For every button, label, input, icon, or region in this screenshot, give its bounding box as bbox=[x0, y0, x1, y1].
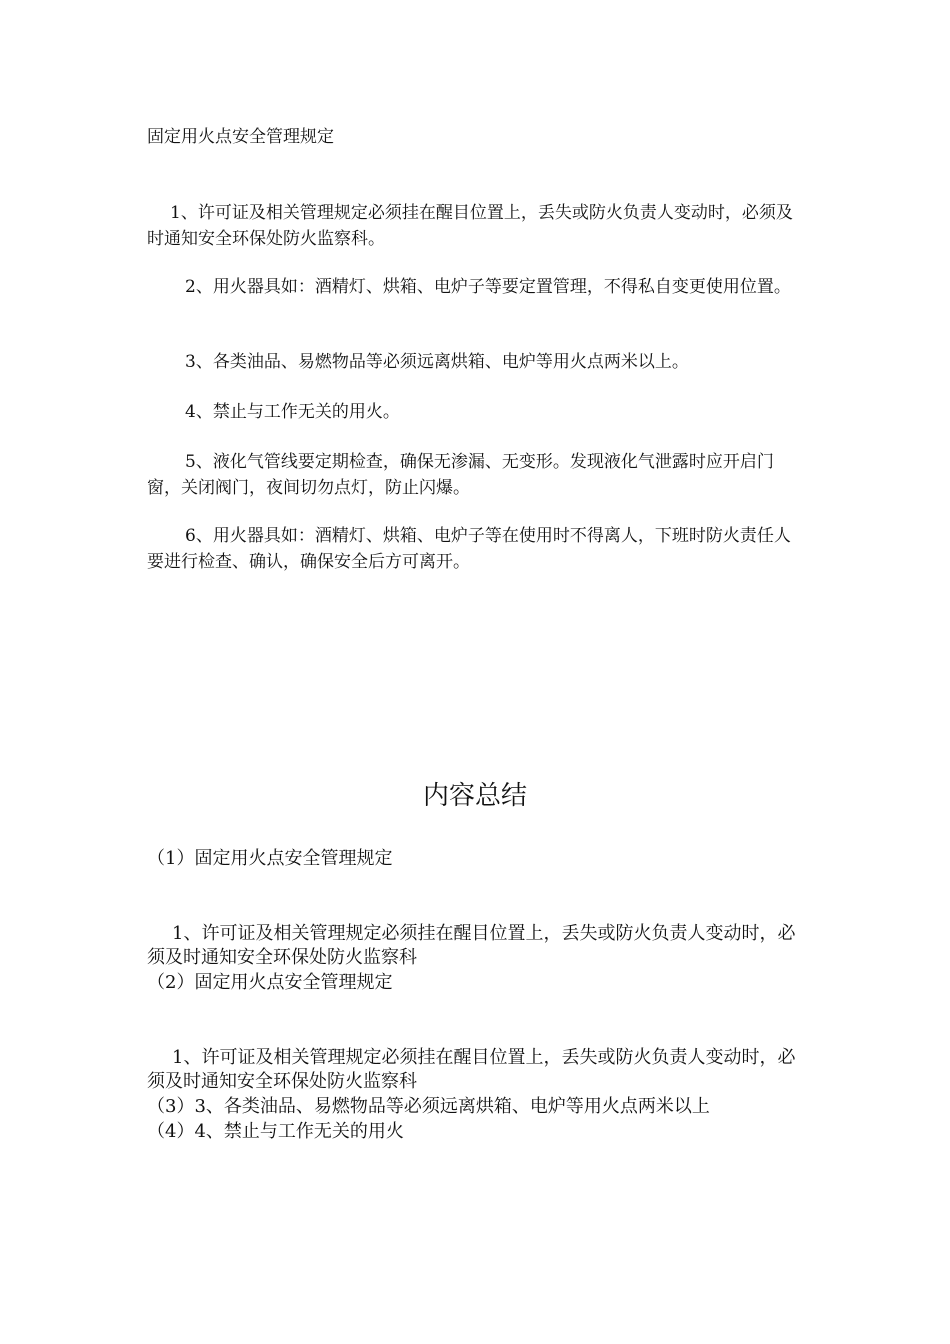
rule-4-text: 4、禁止与工作无关的用火。 bbox=[185, 402, 400, 422]
rule-6-text: 6、用火器具如：酒精灯、烘箱、电炉子等在使用时不得离人，下班时防火责任人要进行检查、确认，确保安全后方可离开。 bbox=[147, 526, 791, 572]
rule-3-text: 3、各类油品、易燃物品等必须远离烘箱、电炉等用火点两米以上。 bbox=[185, 352, 689, 372]
rule-5-text: 5、液化气管线要定期检查，确保无渗漏、无变形。发现液化气泄露时应开启门窗，关闭阀门，夜间切勿点灯，防止闪爆。 bbox=[147, 452, 774, 498]
rule-1 bbox=[147, 200, 797, 252]
summary-line-6: （4）4、禁止与工作无关的用火 bbox=[147, 1121, 404, 1142]
rule-3 bbox=[147, 349, 797, 375]
rule-2 bbox=[147, 274, 797, 300]
rule-2-text: 2、用火器具如：酒精灯、烘箱、电炉子等要定置管理，不得私自变更使用位置。 bbox=[185, 277, 791, 297]
rule-5 bbox=[147, 449, 797, 501]
summary-line-3: （2）固定用火点安全管理规定 bbox=[147, 972, 393, 993]
summary-line-4: 1、许可证及相关管理规定必须挂在醒目位置上，丢失或防火负责人变动时，必须及时通知安全环保处防火监察科 bbox=[147, 1047, 796, 1092]
document-title: 固定用火点安全管理规定 bbox=[147, 127, 334, 147]
rule-1-text: 1、许可证及相关管理规定必须挂在醒目位置上，丢失或防火负责人变动时，必须及时通知安全环保处防火监察科。 bbox=[147, 203, 793, 249]
summary-line-2: 1、许可证及相关管理规定必须挂在醒目位置上，丢失或防火负责人变动时，必须及时通知安全环保处防火监察科 bbox=[147, 923, 796, 968]
summary-line-5: （3）3、各类油品、易燃物品等必须远离烘箱、电炉等用火点两米以上 bbox=[147, 1096, 710, 1117]
rule-6 bbox=[147, 523, 797, 575]
rule-4 bbox=[147, 399, 797, 425]
summary-line-1: （1）固定用火点安全管理规定 bbox=[147, 848, 393, 869]
summary-heading: 内容总结 bbox=[422, 781, 527, 811]
